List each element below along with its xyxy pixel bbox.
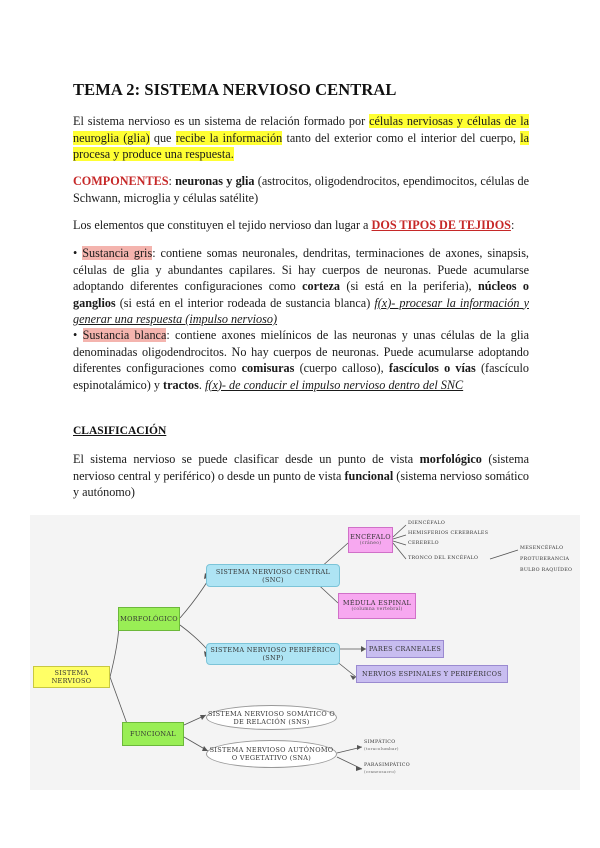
blanca-text-2: (cuerpo calloso),	[294, 361, 389, 375]
blanca-text-1: : contiene axones mielínicos de las neuronas y unas células de la glia denominadas oligodendrocitos. No hay cuerpos de neuronas. Puede acumularse adoptando diferentes configuraciones como	[73, 328, 529, 375]
encefalo-sub: (cráneo)	[359, 541, 382, 546]
componentes-bold: neuronas y glia	[175, 174, 255, 188]
encefalo-label: ENCÉFALO	[350, 533, 391, 541]
blanca-function: f(x)- de conducir el impulso nervioso dentro del SNC	[205, 377, 464, 392]
clasificacion-text-3: (sistema nervioso somático y autónomo)	[73, 468, 529, 499]
gris-function: f(x)- procesar la información y generar una respuesta (impulso nervioso)	[73, 295, 529, 326]
elementos-end: :	[510, 218, 515, 232]
clasificacion-bold-funcional: funcional	[344, 468, 394, 483]
nervous-system-concept-map	[30, 515, 580, 790]
gris-text-2: (si está en la periferia),	[340, 279, 478, 293]
snp-box: SISTEMA NERVIOSO PERIFÉRICO (SNP)	[206, 643, 340, 665]
simpatico-text: SIMPÁTICO	[364, 740, 396, 745]
intro-paragraph	[73, 113, 529, 163]
tronco-part-3: BULBO RAQUÍDEO	[520, 568, 573, 573]
sna-ellipse: SISTEMA NERVIOSO AUTÓNOMO O VEGETATIVO (SNA)	[206, 740, 337, 768]
gris-text-1: : contiene somas neuronales, dendritas, terminaciones de axones, sinapsis, células de glia y abundantes capilares. Si hay cuerpos de neuronas. Puede acumularse adoptando diferentes configuraciones como	[73, 246, 529, 293]
page-title: TEMA 2: SISTEMA NERVIOSO CENTRAL	[73, 80, 397, 99]
elementos-paragraph	[73, 217, 529, 234]
connector-encefalo-cerebelo	[393, 541, 406, 545]
intro-highlight-cells: células nerviosas y células de la neuroglia (glia)	[73, 114, 529, 145]
intro-text-1: El sistema nervioso es un sistema de relación formado por	[73, 114, 370, 128]
blanca-text-3: (fascículo espinotalámico) y	[73, 361, 529, 392]
blanca-bold-fasciculos: fascículos o vías	[388, 361, 476, 375]
medula-label: MÉDULA ESPINAL	[342, 599, 412, 607]
blanca-bold-tractos: tractos	[163, 377, 199, 392]
gris-bold-corteza: corteza	[302, 279, 341, 293]
encefalo-box	[348, 527, 393, 553]
elementos-emph: DOS TIPOS DE TEJIDOS	[371, 218, 511, 232]
funcional-box: FUNCIONAL	[122, 722, 184, 746]
medula-sub: (columna vertebral)	[351, 607, 403, 612]
sustancia-blanca-label: Sustancia blanca	[82, 328, 167, 342]
sns-ellipse: SISTEMA NERVIOSO SOMÁTICO O DE RELACIÓN (SNS)	[206, 705, 337, 730]
gris-bold-nucleos: núcleos o ganglios	[73, 279, 529, 310]
medula-box	[338, 593, 416, 619]
clasificacion-bold-morfologico: morfológico	[419, 452, 482, 466]
intro-text-2: que	[149, 130, 176, 145]
intro-highlight-receives: recibe la información	[175, 130, 283, 145]
connector-tronco-mesencefalo	[490, 550, 518, 559]
gris-text-3: (si está en el interior rodeada de sustancia blanca)	[115, 295, 375, 310]
parasimpatico-sub: (craneosacro)	[364, 769, 396, 774]
parasimpatico-text: PARASIMPÁTICO	[364, 763, 411, 768]
clasificacion-text-2: (sistema nervioso central y periférico) o desde un punto de vista	[73, 452, 529, 483]
parasimpatico-label	[364, 763, 410, 775]
pares-craneales-box: PARES CRANEALES	[366, 640, 444, 658]
encefalo-part-3: CEREBELO	[408, 541, 439, 546]
clasificacion-heading: CLASIFICACIÓN	[73, 425, 167, 437]
blanca-text-4: .	[198, 377, 205, 392]
encefalo-part-1: DIENCÉFALO	[408, 521, 446, 526]
nervios-espinales-box: NERVIOS ESPINALES Y PERIFÉRICOS	[356, 665, 508, 683]
elementos-text: Los elementos que constituyen el tejido nervioso dan lugar a	[73, 218, 372, 232]
root-box: SISTEMA NERVIOSO	[33, 666, 110, 688]
simpatico-sub: (toracolumbar)	[364, 746, 399, 751]
intro-text-3: tanto del exterior como el interior del cuerpo,	[282, 130, 521, 145]
clasificacion-paragraph	[73, 451, 529, 501]
connector-encefalo-tronco	[393, 543, 406, 559]
tronco-part-2: PROTUBERANCIA	[520, 557, 570, 562]
encefalo-part-2: HEMISFERIOS CEREBRALES	[408, 531, 489, 536]
componentes-label: COMPONENTES	[73, 174, 169, 188]
snc-box: SISTEMA NERVIOSO CENTRAL (SNC)	[206, 564, 340, 587]
intro-highlight-processes: la procesa y produce una respuesta.	[73, 130, 529, 161]
bullet: •	[73, 328, 83, 342]
morfologico-box: MORFOLÓGICO	[118, 607, 180, 631]
clasificacion-text-1: El sistema nervioso se puede clasificar desde un punto de vista	[73, 452, 420, 466]
bullet: •	[73, 246, 83, 260]
sustancia-gris-label: Sustancia gris	[82, 246, 153, 260]
componentes-rest: (astrocitos, oligodendrocitos, ependimocitos, células de Schwann, microglia y células satélite)	[73, 174, 529, 205]
simpatico-label	[364, 740, 399, 752]
encefalo-part-4: TRONCO DEL ENCÉFALO	[408, 556, 479, 561]
tronco-part-1: MESENCÉFALO	[520, 546, 564, 551]
sustancia-gris-paragraph	[73, 245, 529, 328]
componentes-paragraph	[73, 173, 529, 206]
componentes-colon: :	[168, 174, 176, 188]
blanca-bold-comisuras: comisuras	[241, 361, 295, 375]
sustancia-blanca-paragraph	[73, 327, 529, 393]
